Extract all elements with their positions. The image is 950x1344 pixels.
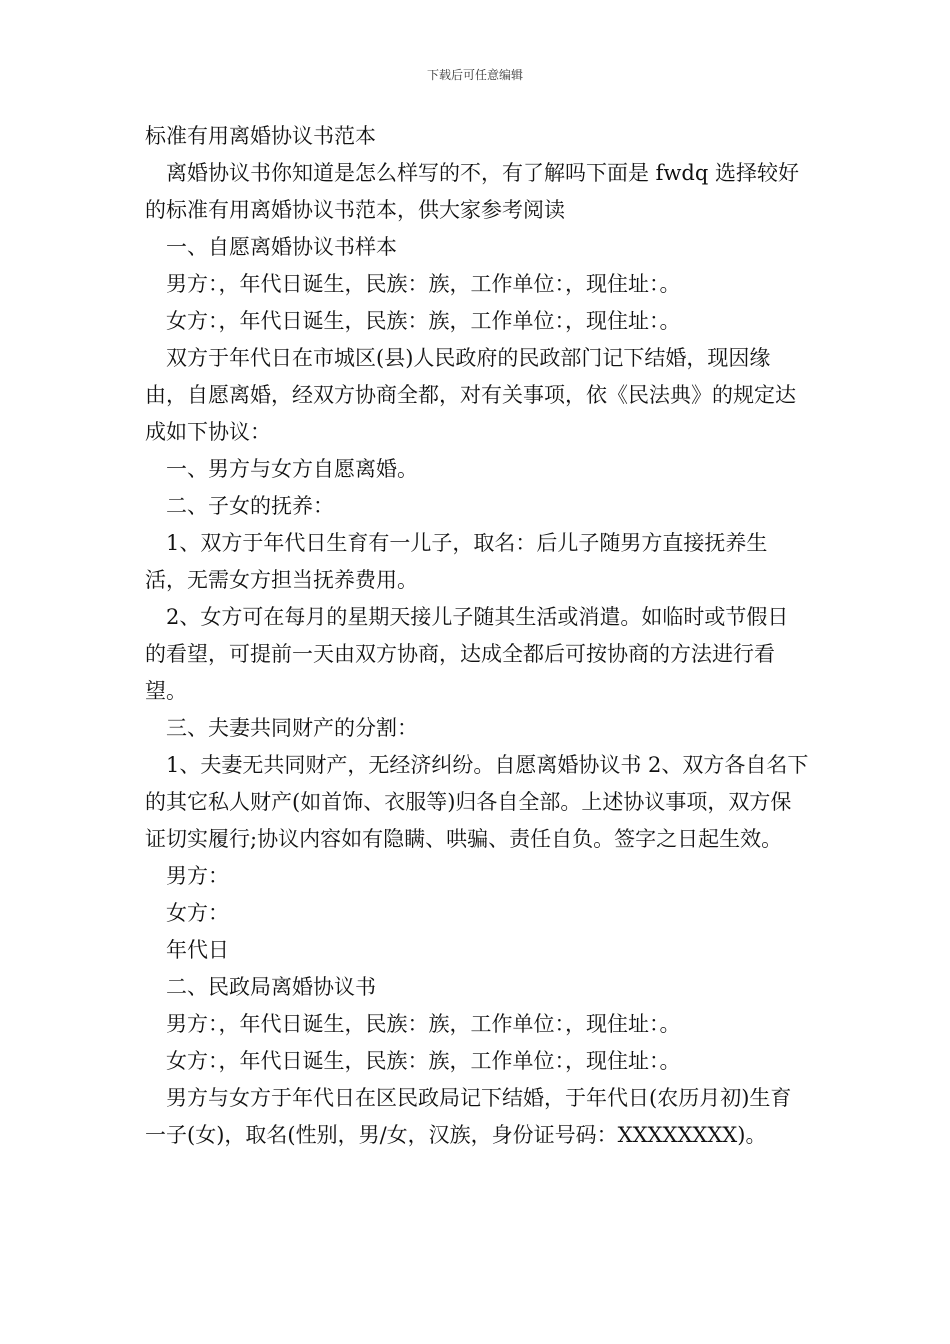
- signature-female: 女方：: [166, 901, 229, 925]
- paragraph-male-info: 男方：，年代日诞生，民族：族，工作单位：，现住址：。: [166, 272, 681, 296]
- section-heading-2: 二、民政局离婚协议书: [166, 975, 376, 999]
- paragraph-marriage-background: 双方于年代日在市城区(县)人民政府的民政部门记下结婚，现因缘由，自愿离婚，经双方协商全都，对有关事项，依《民法典》的规定达成如下协议：: [145, 346, 796, 444]
- signature-male: 男方：: [166, 864, 229, 888]
- clause-property-heading: 三、夫妻共同财产的分割：: [166, 716, 418, 740]
- paragraph-female-info: 女方：，年代日诞生，民族：族，工作单位：，现住址：。: [166, 309, 681, 333]
- clause-child-heading: 二、子女的抚养：: [166, 494, 334, 518]
- section-heading-1: 一、自愿离婚协议书样本: [166, 235, 397, 259]
- paragraph-male-info-2: 男方：，年代日诞生，民族：族，工作单位：，现住址：。: [166, 1012, 681, 1036]
- clause-property-1: 1、夫妻无共同财产，无经济纠纷。自愿离婚协议书 2、双方各自名下的其它私人财产(如首饰、衣服等)归各自全部。上述协议事项，双方保证切实履行;协议内容如有隐瞒、哄骗、责任自负。签字之日起生效。: [145, 753, 809, 851]
- header-note: 下载后可任意编辑: [426, 68, 523, 82]
- document-body: [145, 118, 809, 1154]
- clause-child-2: 2、女方可在每月的星期天接儿子随其生活或消遣。如临时或节假日的看望，可提前一天由双方协商，达成全都后可按协商的方法进行看望。: [145, 605, 789, 703]
- paragraph-intro: 离婚协议书你知道是怎么样写的不，有了解吗下面是 fwdq 选择较好的标准有用离婚协议书范本，供大家参考阅读: [145, 161, 799, 222]
- document-title: 标准有用离婚协议书范本: [145, 124, 376, 148]
- clause-divorce: 一、男方与女方自愿离婚。: [166, 457, 418, 481]
- clause-child-1: 1、双方于年代日生育有一儿子，取名：后儿子随男方直接抚养生活，无需女方担当抚养费用。: [145, 531, 768, 592]
- paragraph-female-info-2: 女方：，年代日诞生，民族：族，工作单位：，现住址：。: [166, 1049, 681, 1073]
- paragraph-marriage-child: 男方与女方于年代日在区民政局记下结婚，于年代日(农历月初)生育一子(女)，取名(性别，男/女，汉族，身份证号码：XXXXXXXX)。: [145, 1086, 792, 1147]
- signature-date: 年代日: [166, 938, 229, 962]
